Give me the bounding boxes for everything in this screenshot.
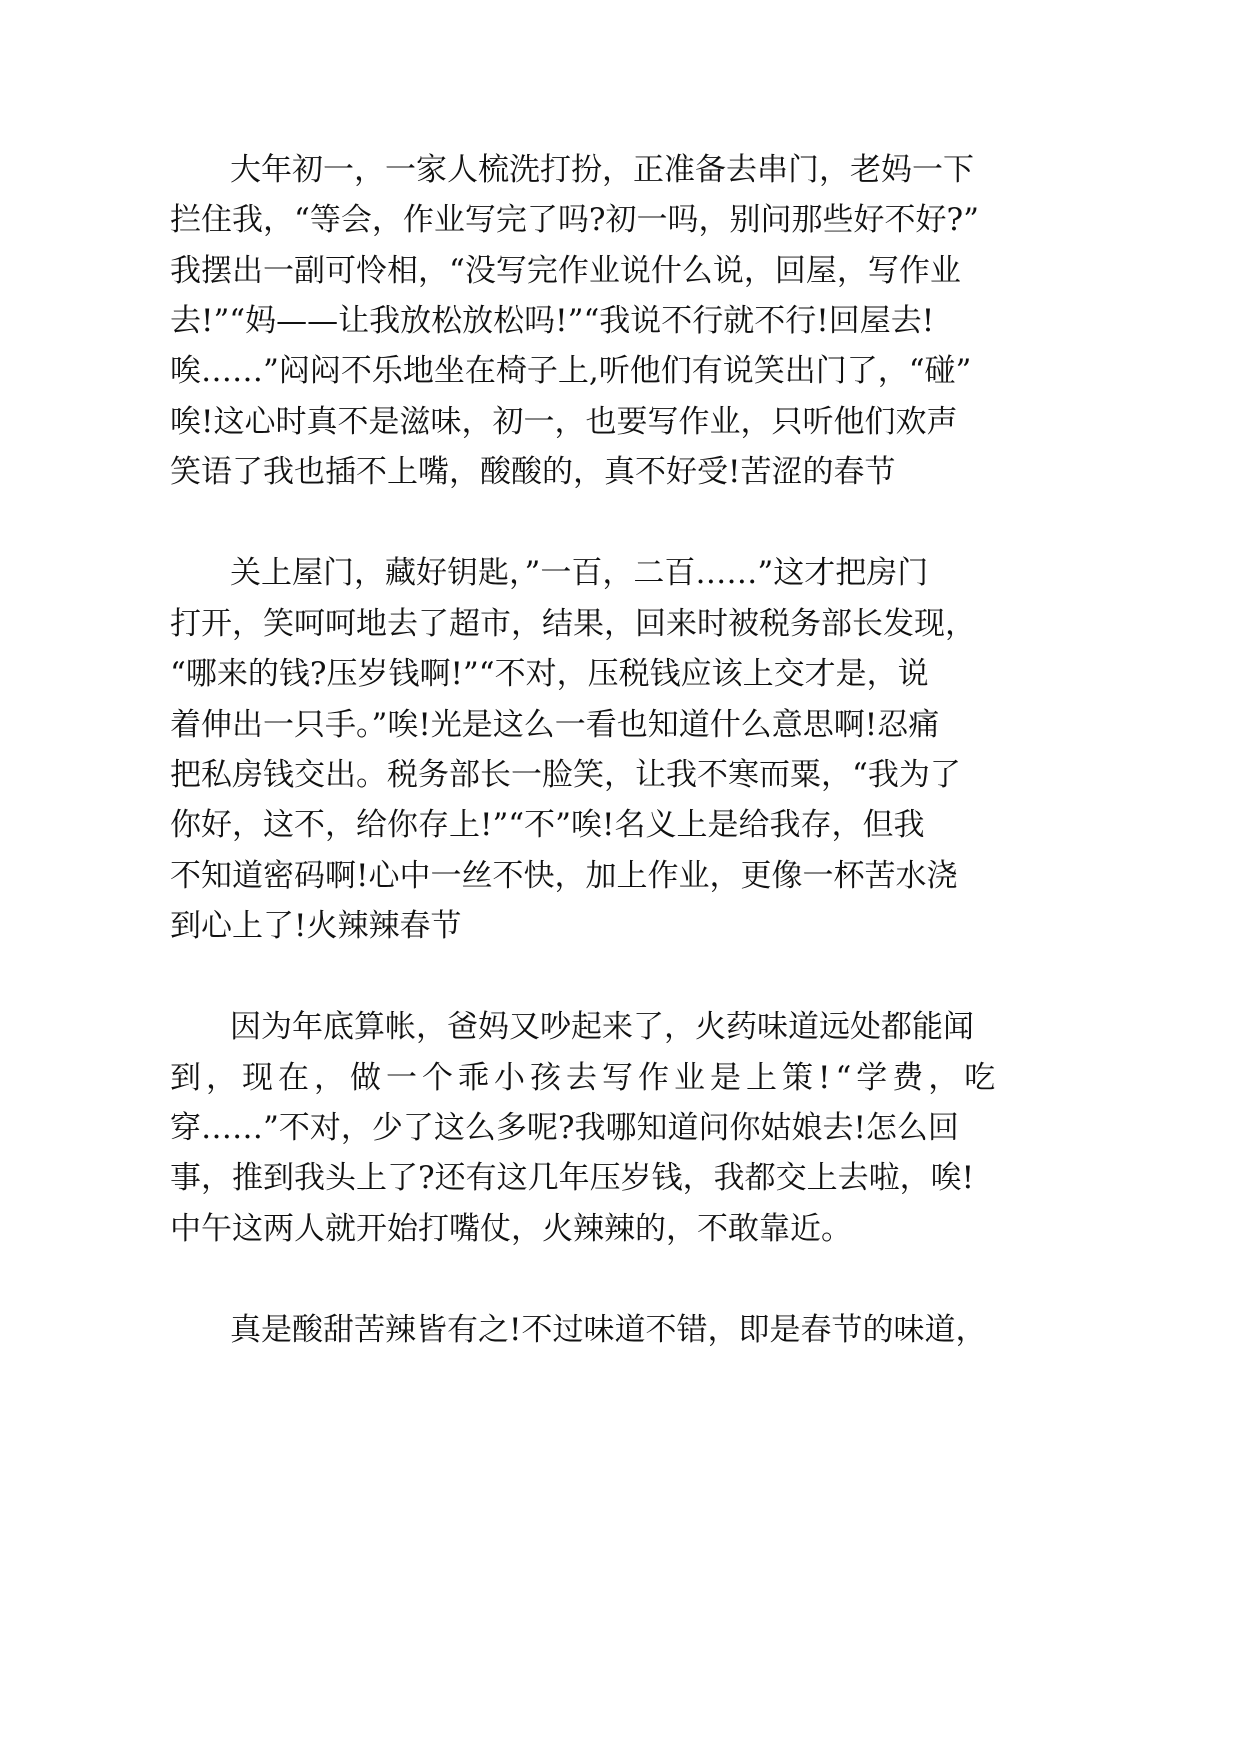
text-line: 着伸出一只手。”唉!光是这么一看也知道什么意思啊!忍痛: [170, 707, 940, 743]
text-line: 事，推到我头上了?还有这几年压岁钱，我都交上去啦，唉!: [170, 1160, 975, 1196]
text-line: 我摆出一副可怜相，“没写完作业说什么说，回屋，写作业: [170, 253, 961, 289]
text-line: 不知道密码啊!心中一丝不快，加上作业，更像一杯苦水浇: [170, 858, 958, 894]
text-line: 唉!这心时真不是滋味，初一，也要写作业，只听他们欢声: [170, 404, 958, 440]
text-line: 真是酸甜苦辣皆有之!不过味道不错，即是春节的味道，: [230, 1312, 987, 1348]
text-line: “哪来的钱?压岁钱啊!”“不对，压税钱应该上交才是，说: [170, 656, 929, 692]
text-line: 大年初一，一家人梳洗打扮，正准备去串门，老妈一下: [230, 152, 974, 188]
text-line: 到心上了!火辣辣春节: [170, 908, 462, 944]
text-line: 你好，这不，给你存上!”“不”唉!名义上是给我存，但我: [170, 807, 925, 843]
text-line: 笑语了我也插不上嘴，酸酸的，真不好受!苦涩的春节: [170, 454, 896, 490]
text-line: 穿……”不对，少了这么多呢?我哪知道问你姑娘去!怎么回: [170, 1110, 959, 1146]
text-line: 去!”“妈——让我放松放松吗!”“我说不行就不行!回屋去!: [170, 303, 935, 339]
text-line: 中午这两人就开始打嘴仗，火辣辣的，不敢靠近。: [170, 1211, 852, 1247]
text-line: 唉……”闷闷不乐地坐在椅子上,听他们有说笑出门了，“碰”: [170, 353, 972, 389]
text-line: 把私房钱交出。税务部长一脸笑，让我不寒而粟，“我为了: [170, 757, 961, 793]
text-line: 拦住我，“等会，作业写完了吗?初一吗，别问那些好不好?”: [170, 202, 979, 238]
text-line: 关上屋门，藏好钥匙，”一百，二百……”这才把房门: [230, 555, 929, 591]
text-line: 到，现在，做一个乖小孩去写作业是上策!“学费，吃: [170, 1060, 1001, 1096]
text-line: 因为年底算帐，爸妈又吵起来了，火药味道远处都能闻: [230, 1009, 974, 1045]
text-line: 打开，笑呵呵地去了超市，结果，回来时被税务部长发现，: [170, 606, 976, 642]
